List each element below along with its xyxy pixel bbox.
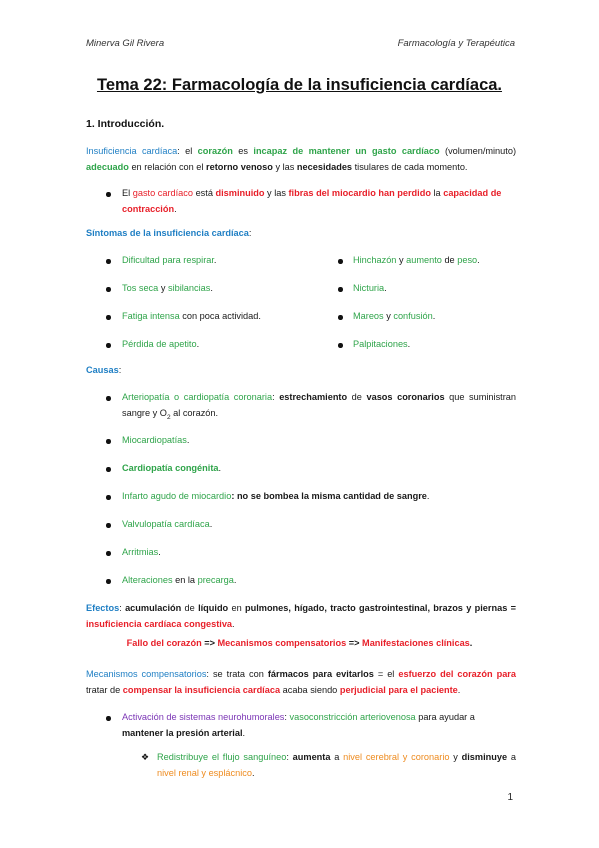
- term: disminuye: [461, 752, 508, 762]
- text: :: [248, 228, 252, 238]
- text: de: [347, 392, 367, 402]
- text: : se trata con: [206, 669, 268, 679]
- term: Manifestaciones clínicas: [362, 638, 470, 648]
- text: de: [441, 255, 458, 265]
- subbullet-redistribuye: [157, 749, 516, 781]
- term: vasos coronarios: [366, 392, 445, 402]
- term: capacidad de contracción: [122, 188, 502, 214]
- bullet-dot: [106, 523, 111, 528]
- bullet-dot: [106, 467, 111, 472]
- text: y: [396, 255, 407, 265]
- text: a: [507, 752, 516, 762]
- text: .: [233, 575, 237, 585]
- term: Palpitaciones: [353, 339, 408, 349]
- cause-item: [122, 488, 429, 504]
- term: Activación de sistemas neurohumorales: [122, 712, 285, 722]
- text: en: [228, 603, 245, 613]
- term: Nicturia: [353, 283, 385, 293]
- text: .: [242, 728, 246, 738]
- causas-heading: [86, 362, 516, 378]
- text: .: [186, 435, 190, 445]
- text: acaba siendo: [280, 685, 340, 695]
- term: Redistribuye el flujo sanguíneo: [157, 752, 287, 762]
- term: adecuado: [86, 162, 129, 172]
- text: :: [119, 603, 126, 613]
- term: incapaz de mantener un gasto cardíaco: [253, 146, 440, 156]
- text: .: [252, 768, 255, 778]
- text: es: [232, 146, 254, 156]
- label: Mecanismos compensatorios: [86, 669, 207, 679]
- text: .: [384, 283, 387, 293]
- header-subject: Farmacología y Terapéutica: [397, 38, 515, 49]
- text: y: [383, 311, 394, 321]
- term: Alteraciones: [122, 575, 173, 585]
- symptom-item: [353, 308, 435, 324]
- text: tisulares de cada momento.: [352, 162, 468, 172]
- term: gasto cardíaco: [132, 188, 194, 198]
- term: Mareos: [353, 311, 384, 321]
- text: .: [158, 547, 161, 557]
- bullet-dot: [338, 315, 343, 320]
- label: Causas: [86, 365, 119, 375]
- text: con poca actividad.: [179, 311, 261, 321]
- term: Pérdida de apetito: [122, 339, 197, 349]
- text: .: [209, 519, 213, 529]
- term: esfuerzo del corazón para: [398, 669, 516, 679]
- term: Hinchazón: [353, 255, 397, 265]
- text: .: [174, 204, 177, 214]
- term: Fatiga intensa: [122, 311, 180, 321]
- term: vasoconstricción arteriovenosa: [289, 712, 416, 722]
- term: Cardiopatía congénita: [122, 463, 219, 473]
- term: Fallo del corazón: [126, 638, 202, 648]
- bullet-gasto: [122, 185, 516, 217]
- text: .: [213, 255, 217, 265]
- term: insuficiencia cardíaca congestiva: [86, 619, 233, 629]
- term: aumenta: [292, 752, 331, 762]
- efectos-paragraph: [86, 600, 516, 632]
- term: Arteriopatía o cardiopatía coronaria: [122, 392, 273, 402]
- symptom-item: [353, 252, 480, 268]
- term: Dificultad para respirar: [122, 255, 214, 265]
- term: fármacos para evitarlos: [267, 669, 374, 679]
- text: de: [181, 603, 199, 613]
- text: y las: [272, 162, 297, 172]
- text: .: [218, 463, 222, 473]
- bullet-dot: [106, 551, 111, 556]
- text: :: [231, 491, 237, 501]
- sintomas-heading: [86, 225, 516, 241]
- text: :: [284, 712, 290, 722]
- text: y las: [264, 188, 289, 198]
- symptom-item: [122, 280, 213, 296]
- text: la: [430, 188, 444, 198]
- term: retorno venoso: [206, 162, 273, 172]
- symptom-item: [122, 308, 261, 324]
- term: nivel renal y esplácnico: [157, 768, 252, 778]
- text: .: [469, 638, 473, 648]
- flow-line: [0, 638, 599, 648]
- bullet-dot: [106, 192, 111, 197]
- text: tratar de: [86, 685, 123, 695]
- bullet-dot: [106, 495, 111, 500]
- text: .: [407, 339, 411, 349]
- text: .: [432, 311, 436, 321]
- term: perjudicial para el paciente: [339, 685, 458, 695]
- term: Mecanismos compensatorios: [217, 638, 347, 648]
- text: : el: [177, 146, 198, 156]
- text: en relación con el: [128, 162, 207, 172]
- document-title: Tema 22: Farmacología de la insuficiencia cardíaca.: [96, 76, 503, 94]
- bullet-dot: [106, 579, 111, 584]
- term: nivel cerebral y coronario: [343, 752, 450, 762]
- term: Tos seca: [122, 283, 159, 293]
- subscript: 2: [166, 413, 171, 421]
- term: corazón: [197, 146, 233, 156]
- text: .: [232, 619, 235, 629]
- symptom-item: [122, 252, 216, 268]
- text: a: [330, 752, 344, 762]
- term: peso: [457, 255, 478, 265]
- text: .: [457, 685, 461, 695]
- bullet-dot: [338, 287, 343, 292]
- term: Arritmias: [122, 547, 159, 557]
- bullet-dot: [338, 259, 343, 264]
- term: acumulación: [125, 603, 182, 613]
- text: .: [477, 255, 480, 265]
- bullet-activacion: [122, 709, 516, 741]
- label: Efectos: [86, 603, 120, 613]
- bullet-dot: [106, 716, 111, 721]
- bullet-dot: [106, 315, 111, 320]
- text: :: [272, 392, 280, 402]
- text: al corazón.: [170, 408, 219, 418]
- term: líquido: [198, 603, 229, 613]
- text: .: [210, 283, 213, 293]
- term: sibilancias: [167, 283, 211, 293]
- text: .: [426, 491, 430, 501]
- cause-item: [122, 432, 189, 448]
- symptom-item: [353, 280, 387, 296]
- symptom-item: [353, 336, 410, 352]
- term: necesidades: [296, 162, 353, 172]
- diamond-bullet-icon: ❖: [141, 752, 150, 762]
- arrow: =>: [346, 638, 363, 648]
- term: mantener la presión arterial: [122, 728, 243, 738]
- section-heading-introduccion: 1. Introducción.: [86, 118, 165, 130]
- intro-paragraph: [86, 143, 516, 175]
- term: no se bombea la misma cantidad de sangre: [236, 491, 427, 501]
- text: que suministran sangre y O: [122, 392, 517, 418]
- cause-item: [122, 516, 212, 532]
- text: .: [196, 339, 200, 349]
- cause-item: [122, 544, 161, 560]
- text: :: [118, 365, 122, 375]
- label: Síntomas de la insuficiencia cardíaca: [86, 228, 249, 238]
- term: estrechamiento: [279, 392, 348, 402]
- cause-item: [122, 389, 516, 426]
- cause-item: [122, 572, 236, 588]
- mecanismos-paragraph: [86, 666, 516, 698]
- term: confusión: [393, 311, 433, 321]
- bullet-dot: [106, 439, 111, 444]
- text: y: [449, 752, 462, 762]
- cause-item: [122, 460, 221, 476]
- text: en la: [172, 575, 198, 585]
- term: compensar la insuficiencia cardíaca: [122, 685, 281, 695]
- term: aumento: [406, 255, 442, 265]
- arrow: =>: [201, 638, 218, 648]
- text: El: [122, 188, 133, 198]
- text: =: [507, 603, 516, 613]
- text: (volumen/minuto): [439, 146, 517, 156]
- text: está: [193, 188, 216, 198]
- term: Miocardiopatías: [122, 435, 187, 445]
- text: :: [286, 752, 293, 762]
- bullet-dot: [338, 343, 343, 348]
- bullet-dot: [106, 287, 111, 292]
- term: pulmones, hígado, tracto gastrointestinal, brazos y piernas: [245, 603, 508, 613]
- term: Infarto agudo de miocardio: [122, 491, 232, 501]
- text: para ayudar a: [415, 712, 475, 722]
- bullet-dot: [106, 343, 111, 348]
- page-number: 1: [507, 792, 513, 803]
- symptom-item: [122, 336, 199, 352]
- text: = el: [373, 669, 399, 679]
- term: disminuido: [215, 188, 265, 198]
- term-insuficiencia: Insuficiencia cardíaca: [86, 146, 178, 156]
- bullet-dot: [106, 396, 111, 401]
- bullet-dot: [106, 259, 111, 264]
- text: y: [158, 283, 168, 293]
- header-author: Minerva Gil Rivera: [86, 38, 165, 49]
- term: fibras del miocardio han perdido: [288, 188, 431, 198]
- term: Valvulopatía cardíaca: [122, 519, 210, 529]
- term: precarga: [197, 575, 234, 585]
